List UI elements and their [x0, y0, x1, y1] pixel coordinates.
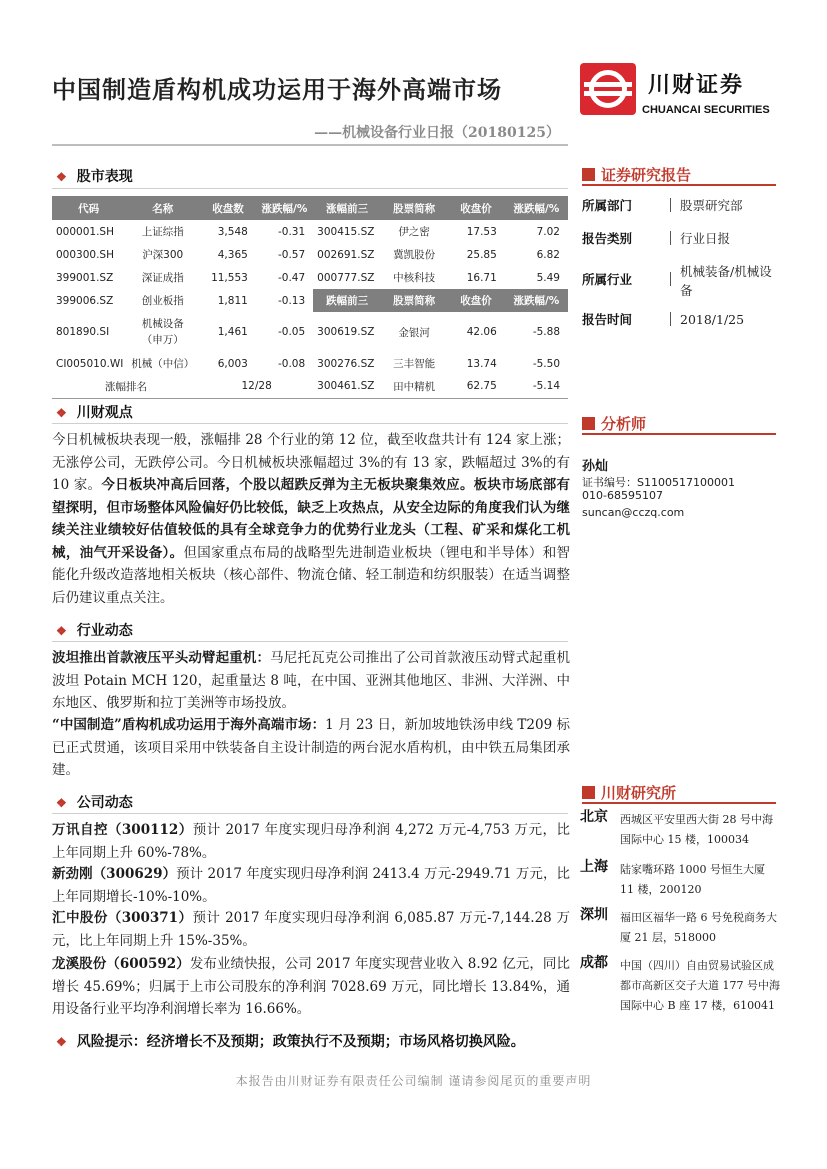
- title-divider: [52, 144, 568, 146]
- company-news-item: 龙溪股份（600592）发布业绩快报，公司 2017 年度实现营业收入 8.92 亿元，同比增长 45.69%；归属于上市公司股东的净利润 7028.69 万元，同比增长 13.84%，通用设备行业平均净利润增长率为 16.66%。: [52, 956, 570, 1017]
- cell: 300415.SZ: [317, 225, 375, 238]
- page-title: 中国制造盾构机成功运用于海外高端市场: [52, 75, 502, 104]
- table-row: [52, 289, 568, 312]
- sidebar-divider: [582, 184, 776, 186]
- section-divider: [52, 813, 568, 814]
- cell: 深证成指: [141, 272, 184, 284]
- cell: 4,365: [217, 248, 248, 261]
- analyst-email[interactable]: suncan@cczq.com: [582, 506, 685, 519]
- market-table: [52, 196, 568, 399]
- cell: -0.57: [277, 248, 306, 261]
- diamond-bullet-icon: ❖: [56, 796, 67, 810]
- table-header-row: [52, 196, 568, 220]
- office-city: 北京: [580, 809, 608, 825]
- diamond-bullet-icon: ❖: [56, 406, 67, 420]
- cell: -0.08: [277, 357, 306, 370]
- cell: 田中精机: [381, 375, 447, 398]
- cell: 三丰智能: [393, 358, 436, 370]
- cell: 801890.SI: [56, 326, 110, 338]
- section-industry-heading: ❖ 行业动态: [56, 623, 133, 639]
- cell: 42.06: [466, 326, 497, 338]
- table-row: [52, 220, 568, 243]
- cell: 62.75: [447, 375, 504, 398]
- col-header: 涨跌幅/%: [256, 196, 313, 220]
- table-row: [52, 352, 568, 375]
- section-divider: [52, 188, 568, 189]
- cell: -5.50: [532, 357, 560, 370]
- cell: -0.13: [277, 294, 306, 307]
- rank-label: 涨幅排名: [52, 375, 200, 398]
- cell: 1,461: [217, 326, 248, 338]
- table-row: [52, 243, 568, 266]
- analyst-name: 孙灿: [582, 459, 609, 474]
- office-address: 西城区平安里西大街 28 号中海国际中心 15 楼，100034: [620, 813, 773, 846]
- col-header: 收盘数: [200, 196, 256, 220]
- company-news-item: 汇中股份（300371）预计 2017 年度实现归母净利润 6,085.87 万元-7,144.28 万元，比上年同期上升 15%-35%。: [52, 910, 570, 949]
- industry-news-1: 波坦推出首款液压平头动臂起重机：马尼托瓦克公司推出了公司首款液压动臂式起重机波坦 Potain MCH 120，起重量达 8 吨，在中国、亚洲其他地区、非洲、大洋洲、中东地区、俄罗斯和拉丁美洲等市场投放。: [52, 650, 571, 711]
- cell: 399006.SZ: [56, 294, 114, 307]
- col-header: 涨幅前三: [313, 196, 381, 220]
- cell: 13.74: [466, 357, 497, 370]
- cell: 上证综指: [141, 226, 184, 238]
- red-square-icon: [582, 786, 595, 799]
- industry-news-2: “中国制造”盾构机成功运用于海外高端市场：1 月 23 日，新加坡地铁汤申线 T209 标已正式贯通，该项目采用中铁装备自主设计制造的两台泥水盾构机，由中铁五局集团承建。: [52, 717, 571, 778]
- sidebar-divider: [582, 433, 776, 435]
- cell: 6.82: [536, 248, 560, 261]
- red-square-icon: [582, 168, 595, 181]
- cell: 冀凯股份: [393, 249, 436, 261]
- section-views-heading: ❖ 川财观点: [56, 405, 133, 421]
- col-header: 跌幅前三: [313, 289, 381, 312]
- sidebar-divider: [582, 802, 776, 804]
- chuancai-logo-icon: [580, 63, 636, 115]
- col-header: 名称: [125, 196, 200, 220]
- diamond-bullet-icon: ❖: [56, 1035, 67, 1049]
- cell: -0.47: [277, 271, 306, 284]
- cell: 6,003: [217, 357, 248, 370]
- cell: 000300.SH: [56, 248, 114, 261]
- analyst-phone: 010-68595107: [582, 489, 663, 502]
- diamond-bullet-icon: ❖: [56, 170, 67, 184]
- office-address: 福田区福华一路 6 号免税商务大厦 21 层，518000: [620, 911, 777, 944]
- col-header: 收盘价: [447, 196, 504, 220]
- cell: 25.85: [466, 248, 497, 261]
- analyst-heading: 分析师: [582, 413, 646, 434]
- office-address: 陆家嘴环路 1000 号恒生大厦 11 楼，200120: [620, 863, 765, 896]
- report-heading: 证券研究报告: [582, 164, 691, 185]
- logo-text-en: CHUANCAI SECURITIES: [642, 104, 770, 116]
- cell: 机械设备（申万）: [141, 318, 184, 346]
- cell: -0.05: [277, 326, 306, 338]
- office-city: 深圳: [580, 907, 608, 923]
- cell: -5.88: [532, 326, 560, 338]
- cell: 5.49: [536, 271, 560, 284]
- office-address: 中国（四川）自由贸易试验区成都市高新区交子大道 177 号中海国际中心 B 座 17 楼，610041: [620, 959, 780, 1012]
- diamond-bullet-icon: ❖: [56, 624, 67, 638]
- section-market-heading: ❖ 股市表现: [56, 169, 133, 185]
- col-header: 代码: [52, 196, 125, 220]
- table-row: [52, 375, 568, 398]
- cell: 399001.SZ: [56, 271, 114, 284]
- col-header: 股票简称: [381, 196, 447, 220]
- risk-notice: ❖ 风险提示：经济增长不及预期；政策执行不及预期；市场风格切换风险。: [56, 1034, 525, 1050]
- col-header: 涨跌幅/%: [505, 196, 568, 220]
- logo-text-cn: 川财证券: [648, 73, 745, 98]
- rank-value: 12/28: [200, 375, 313, 398]
- cell: 300276.SZ: [317, 357, 375, 370]
- company-news-item: 万讯自控（300112）预计 2017 年度实现归母净利润 4,272 万元-4,753 万元，比上年同期上升 60%-78%。: [52, 822, 570, 861]
- cell: CI005010.WI: [56, 357, 124, 370]
- page-footer: 本报告由川财证券有限责任公司编制 谨请参阅尾页的重要声明: [235, 1074, 592, 1088]
- cell: 17.53: [466, 225, 497, 238]
- office-city: 成都: [580, 955, 608, 971]
- cell: 16.71: [466, 271, 497, 284]
- col-header: 收盘价: [447, 289, 504, 312]
- institute-heading: 川财研究所: [582, 782, 676, 803]
- cell: 机械（中信）: [131, 358, 195, 370]
- company-news-item: 新劲刚（300629）预计 2017 年度实现归母净利润 2413.4 万元-2949.71 万元，比上年同期增长-10%-10%。: [52, 866, 570, 905]
- office-city: 上海: [580, 859, 608, 875]
- cell: 创业板指: [141, 295, 184, 307]
- cell: 300461.SZ: [313, 375, 381, 398]
- cell: -0.31: [277, 225, 306, 238]
- section-divider: [52, 423, 568, 424]
- cell: 伊之密: [398, 226, 430, 238]
- cell: -5.14: [505, 375, 568, 398]
- cell: 7.02: [536, 225, 560, 238]
- section-divider: [52, 641, 568, 642]
- analyst-cert: 证书编号：S1100517100001: [582, 476, 735, 489]
- col-header: 股票简称: [381, 289, 447, 312]
- cell: 3,548: [217, 225, 248, 238]
- red-square-icon: [582, 417, 595, 430]
- cell: 1,811: [217, 294, 248, 307]
- col-header: 涨跌幅/%: [505, 289, 568, 312]
- cell: 000777.SZ: [317, 271, 375, 284]
- cell: 沪深300: [142, 249, 184, 261]
- views-paragraph: 今日机械板块表现一般，涨幅排 28 个行业的第 12 位，截至收盘共计有 124 家上涨；无涨停公司，无跌停公司。今日机械板块涨幅超过 3%的有 13 家，跌幅超过 3%的有 10 家。今日板块冲高后回落，个股以超跌反弹为主无板块聚集效应。板块市场底部有望探明，但市场整体风险偏好仍比较低，缺乏上攻热点，从安全边际的角度我们认为继续关注业绩较好估值较低的具有全球竞争力的优势行业龙头（工程、矿采和煤化工机械，油气开采设备）。但国家重点布局的战略型先进制造业板块（锂电和半导体）和智能化升级改造落地相关板块（核心部件、物流仓储、轻工制造和纺织服装）在适当调整后仍建议重点关注。: [52, 432, 571, 606]
- cell: 002691.SZ: [317, 248, 375, 261]
- table-row: [52, 312, 568, 352]
- table-row: [52, 266, 568, 289]
- cell: 金银河: [398, 326, 430, 339]
- cell: 300619.SZ: [317, 326, 375, 338]
- cell: 000001.SH: [56, 225, 114, 238]
- cell: 11,553: [211, 271, 248, 284]
- section-company-heading: ❖ 公司动态: [56, 795, 133, 811]
- cell: 中核科技: [393, 272, 436, 284]
- report-subtitle: ——机械设备行业日报（20180125）: [314, 125, 560, 141]
